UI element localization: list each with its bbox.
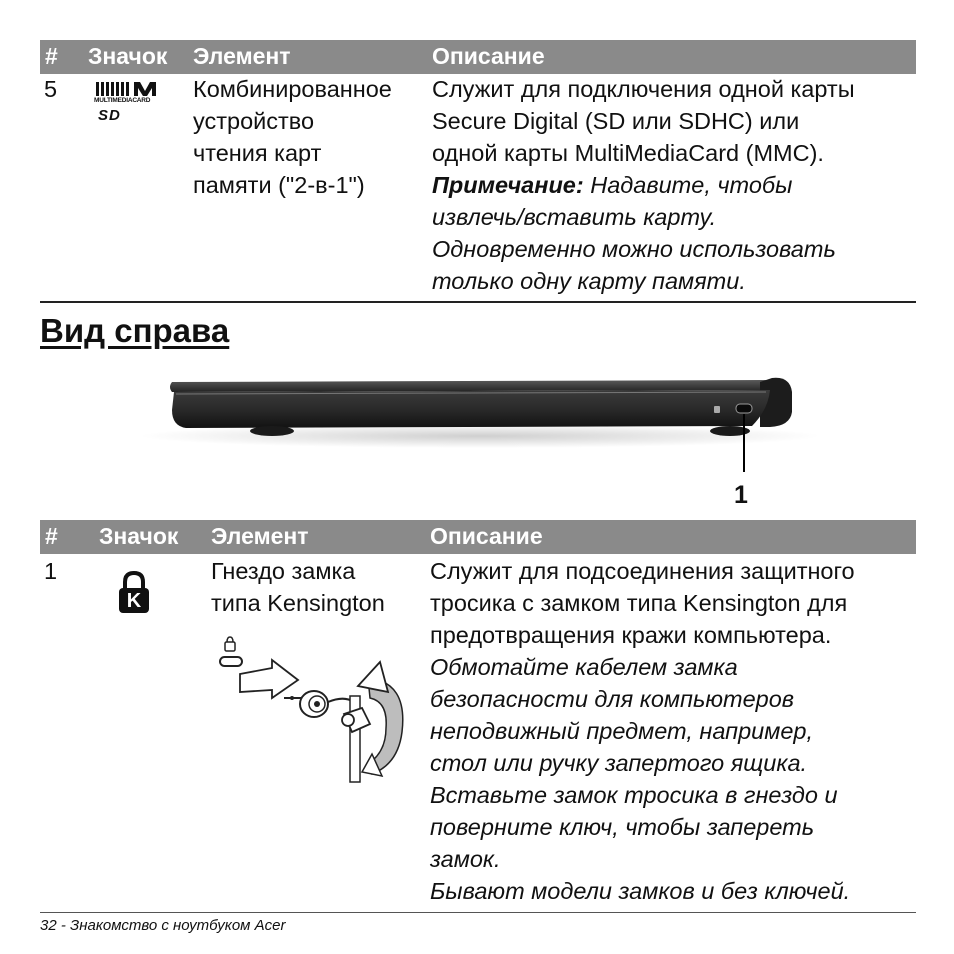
table2-row-description: [430, 555, 855, 907]
instruction-line: неподвижный предмет, например,: [430, 718, 813, 744]
footer-rule: [40, 912, 916, 913]
table2-header-element: Элемент: [211, 523, 309, 549]
instruction-line: Обмотайте кабелем замка: [430, 654, 738, 680]
description-line: одной карты MultiMediaCard (MMC).: [432, 140, 824, 166]
sd-label: SD: [98, 107, 121, 124]
table1-header-num: #: [45, 43, 58, 69]
description-line: Secure Digital (SD или SDHC) или: [432, 108, 800, 134]
table1-row-element: [193, 73, 392, 201]
kensington-letter: K: [126, 590, 142, 612]
note-line: [432, 169, 855, 201]
table2-header-icon: Значок: [99, 523, 179, 549]
table2-header: [40, 520, 916, 554]
note-text: Надавите, чтобы: [583, 172, 793, 198]
element-line: типа Kensington: [211, 590, 385, 616]
table1-header-element: Элемент: [193, 43, 291, 69]
description-line: Служит для подключения одной карты: [432, 76, 855, 102]
element-line: чтения карт: [193, 140, 322, 166]
instruction-line: поверните ключ, чтобы запереть: [430, 814, 815, 840]
multimediacard-sd-icon: [94, 81, 170, 127]
table1-header-description: Описание: [432, 43, 545, 69]
note-line: извлечь/вставить карту.: [432, 204, 717, 230]
element-line: Гнездо замка: [211, 558, 356, 584]
element-line: памяти ("2-в-1"): [193, 172, 365, 198]
multimediacard-label: MULTIMEDIACARD: [94, 97, 151, 104]
note-label: Примечание:: [432, 172, 584, 198]
page-footer: 32 - Знакомство с ноутбуком Acer: [40, 917, 286, 934]
instruction-line: замок.: [430, 846, 501, 872]
note-line: Одновременно можно использовать: [432, 236, 836, 262]
table1-bottom-rule: [40, 301, 916, 303]
laptop-right-side-image: [0, 370, 954, 500]
note-line: только одну карту памяти.: [432, 268, 746, 294]
element-line: Комбинированное: [193, 76, 392, 102]
table2-header-num: #: [45, 523, 58, 549]
instruction-line: безопасности для компьютеров: [430, 686, 795, 712]
element-line: устройство: [193, 108, 315, 134]
instruction-line: стол или ручку запертого ящика.: [430, 750, 808, 776]
instruction-line: Вставьте замок тросика в гнездо и: [430, 782, 838, 808]
section-title: Вид справа: [40, 312, 230, 349]
callout-number: 1: [734, 481, 748, 509]
table1-row-description: [432, 73, 855, 297]
table1-row-num: 5: [44, 76, 58, 102]
kensington-lock-icon: [117, 571, 151, 615]
description-line: Служит для подсоединения защитного: [430, 558, 855, 584]
instruction-line: Бывают модели замков и без ключей.: [430, 878, 851, 904]
table1-header: [40, 40, 916, 74]
table2-row-num: 1: [44, 558, 58, 584]
kensington-cable-illustration: [212, 636, 412, 786]
table2-header-description: Описание: [430, 523, 543, 549]
table1-header-icon: Значок: [88, 43, 168, 69]
description-line: предотвращения кражи компьютера.: [430, 622, 832, 648]
description-line: тросика с замком типа Kensington для: [430, 590, 848, 616]
table2-row-element: [211, 555, 385, 619]
